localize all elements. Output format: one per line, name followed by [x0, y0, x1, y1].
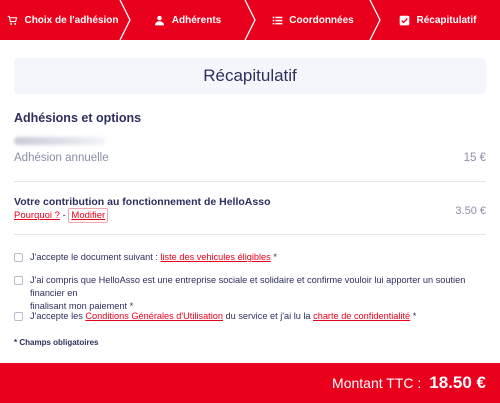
step-coordonnees[interactable] [250, 0, 375, 40]
accept-document-row [14, 251, 277, 264]
user-icon [154, 14, 166, 26]
step-choix-adhesion[interactable] [0, 0, 125, 40]
divider [14, 234, 486, 235]
check-text: du service et j'ai lu la [223, 311, 314, 321]
support-helloasso-row [14, 274, 500, 313]
step-label: Choix de l'adhésion [24, 14, 119, 26]
step-label: Adhérents [171, 14, 222, 26]
divider [14, 181, 486, 182]
cart-icon [6, 14, 18, 26]
accept-terms-text [30, 310, 416, 323]
total-amount: 18.50 € [429, 373, 486, 392]
check-text: * [410, 311, 417, 321]
required-fields-note: * Champs obligatoires [14, 338, 99, 347]
total-footer [0, 363, 500, 403]
total-label: Montant TTC : [332, 375, 422, 391]
contribution-amount: 3.50 € [455, 205, 486, 217]
checkout-stepper [0, 0, 500, 40]
vehicle-list-link[interactable]: liste des vehicules éligibles [160, 252, 271, 262]
step-label: Récapitulatif [416, 14, 477, 26]
blurred-member-name [14, 137, 106, 145]
list-icon [271, 14, 283, 26]
why-link[interactable]: Pourquoi ? [14, 210, 60, 221]
checkbox-icon [398, 14, 410, 26]
check-text: finalisant mon paiement * [30, 301, 134, 311]
accept-document-text [30, 251, 277, 264]
summary-card [0, 40, 500, 403]
check-text: J'ai compris que HelloAsso est une entreprise sociale et solidaire et confirme vouloir lui apporter un soutien financier en [30, 275, 466, 298]
membership-label: Adhésion annuelle [14, 152, 109, 164]
step-recapitulatif[interactable] [375, 0, 500, 40]
check-text: J'accepte les [30, 311, 86, 321]
privacy-charter-link[interactable]: charte de confidentialité [313, 311, 411, 321]
step-separator-chevron [118, 0, 132, 40]
modify-contribution-link[interactable]: Modifier [68, 208, 108, 223]
check-text: * [270, 252, 277, 262]
terms-of-use-link[interactable]: Conditions Générales d'Utilisation [85, 311, 223, 321]
check-text: J'accepte le document suivant : [30, 252, 161, 262]
accept-document-checkbox[interactable] [14, 253, 23, 262]
step-adherents[interactable] [125, 0, 250, 40]
step-label: Coordonnées [289, 14, 354, 26]
support-helloasso-checkbox[interactable] [14, 276, 23, 285]
membership-amount: 15 € [463, 152, 486, 164]
page-title: Récapitulatif [14, 58, 486, 94]
step-separator-chevron [243, 0, 257, 40]
support-helloasso-text [30, 274, 500, 313]
link-separator: - [59, 210, 69, 221]
accept-terms-checkbox[interactable] [14, 312, 23, 321]
contribution-links [14, 210, 108, 221]
accept-terms-row [14, 310, 416, 323]
contribution-label: Votre contribution au fonctionnement de HelloAsso [14, 196, 271, 208]
step-separator-chevron [368, 0, 382, 40]
section-title: Adhésions et options [14, 111, 142, 125]
